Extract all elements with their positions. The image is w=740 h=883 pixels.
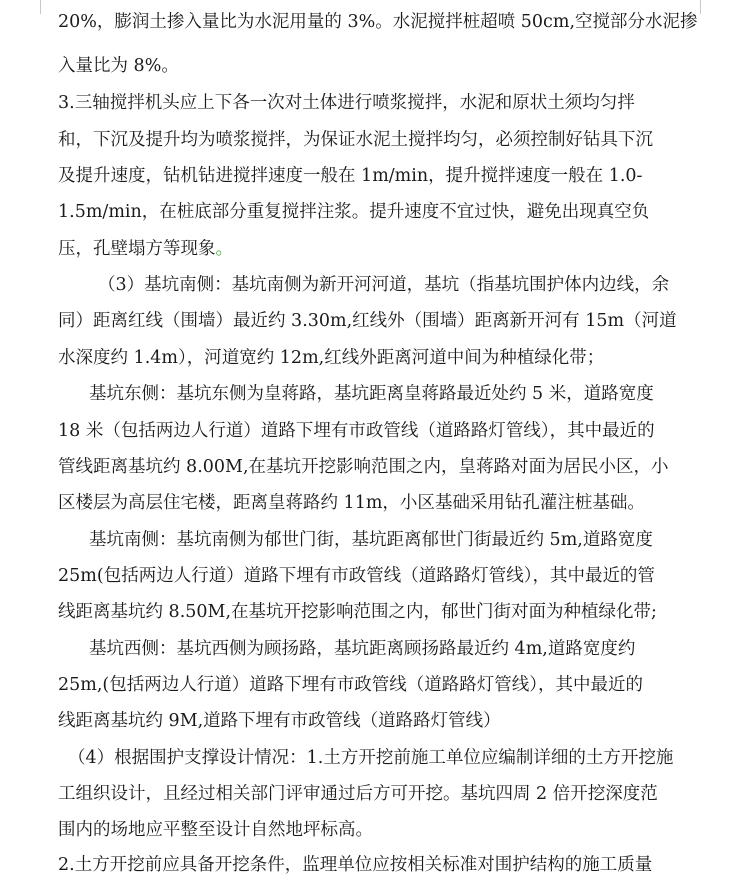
text-line-5: 及提升速度，钻机钻进搅拌速度一般在 1m/min，提升搅拌速度一般在 1.0- bbox=[58, 166, 643, 186]
text-line-21: （4）根据围护支撑设计情况：1.土方开挖前施工单位应编制详细的土方开挖施 bbox=[68, 748, 674, 768]
text-line-2: 入量比为 8%。 bbox=[58, 56, 179, 76]
margin-corner-mark-left bbox=[34, 0, 41, 14]
text-line-17: 线距离基坑约 8.50M,在基坑开挖影响范围之内，郁世门街对面为种植绿化带; bbox=[58, 602, 657, 622]
text-line-12: 18 米（包括两边人行道）道路下埋有市政管线（道路路灯管线），其中最近的 bbox=[58, 421, 655, 441]
text-line-18: 基坑西侧：基坑西侧为顾扬路，基坑距离顾扬路最近约 4m,道路宽度约 bbox=[89, 639, 636, 659]
text-line-1: 20%，膨润土掺入量比为水泥用量的 3%。水泥搅拌桩超喷 50cm,空搅部分水泥掺 bbox=[58, 12, 698, 32]
text-line-16: 25m(包括两边人行道）道路下埋有市政管线（道路路灯管线），其中最近的管 bbox=[58, 566, 655, 586]
text-line-24: 2.土方开挖前应具备开挖条件，监理单位应按相关标准对围护结构的施工质量 bbox=[58, 855, 653, 875]
text-line-20: 线距离基坑约 9M,道路下埋有市政管线（道路路灯管线） bbox=[58, 711, 501, 731]
text-line-22: 工组织设计，且经过相关部门评审通过后方可开挖。基坑四周 2 倍开挖深度范 bbox=[58, 784, 658, 804]
text-line-23: 围内的场地应平整至设计自然地坪标高。 bbox=[58, 820, 373, 840]
text-line-19: 25m,(包括两边人行道）道路下埋有市政管线（道路路灯管线），其中最近的 bbox=[58, 675, 644, 695]
text-line-10: 水深度约 1.4m），河道宽约 12m,红线外距离河道中间为种植绿化带； bbox=[58, 348, 605, 368]
text-line-7 bbox=[58, 231, 718, 267]
text-line-7-content: 压，孔壁塌方等现象 bbox=[58, 239, 216, 259]
text-line-4: 和，下沉及提升均为喷浆搅拌，为保证水泥土搅拌均匀，必须控制好钻具下沉 bbox=[58, 130, 653, 150]
paragraph-mark: 。 bbox=[215, 239, 233, 259]
text-line-3: 3.三轴搅拌机头应上下各一次对土体进行喷浆搅拌，水泥和原状土须均匀拌 bbox=[58, 93, 635, 113]
text-line-11: 基坑东侧：基坑东侧为皇蒋路，基坑距离皇蒋路最近处约 5 米，道路宽度 bbox=[89, 384, 654, 404]
text-line-9: 同）距离红线（围墙）最近约 3.30m,红线外（围墙）距离新开河有 15m（河道 bbox=[58, 311, 677, 331]
text-line-15: 基坑南侧：基坑南侧为郁世门街，基坑距离郁世门街最近约 5m,道路宽度 bbox=[89, 530, 653, 550]
text-line-13: 管线距离基坑约 8.00M,在基坑开挖影响范围之内，皇蒋路对面为居民小区，小 bbox=[58, 457, 669, 477]
text-line-14: 区楼层为高层住宅楼，距离皇蒋路约 11m，小区基础采用钻孔灌注桩基础。 bbox=[58, 493, 645, 513]
text-line-8: （3）基坑南侧：基坑南侧为新开河河道，基坑（指基坑围护体内边线，余 bbox=[98, 275, 670, 295]
text-line-6: 1.5m/min，在桩底部分重复搅拌注浆。提升速度不宜过快，避免出现真空负 bbox=[58, 202, 650, 222]
